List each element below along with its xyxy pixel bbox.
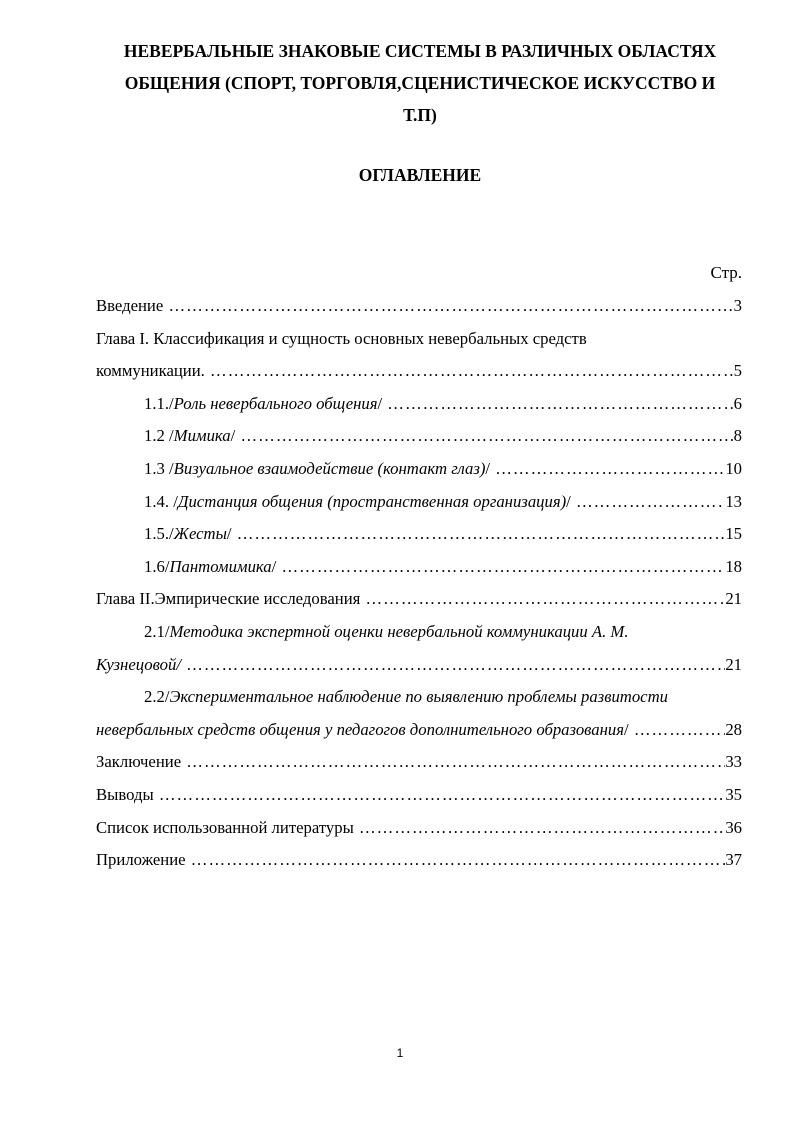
section-number: 1.1./ (144, 393, 174, 413)
toc-entry-text: Выводы (96, 784, 154, 804)
toc-entry-appendix (96, 844, 742, 877)
toc-entry-chapter-1-line-1 (96, 323, 742, 356)
leader-dots (629, 714, 726, 747)
section-number: 1.5./ (144, 524, 174, 544)
leader-dots (360, 583, 725, 616)
section-title: невербальных средств общения у педагогов дополнительного образования (96, 719, 625, 739)
section-number: 1.4. / (144, 491, 178, 511)
leader-dots (186, 844, 726, 877)
toc-entry-text: Заключение (96, 752, 182, 772)
toc-entry-page: 13 (725, 491, 742, 511)
toc-entry-references (96, 812, 742, 845)
table-of-contents (96, 290, 742, 877)
toc-entry-conclusion (96, 746, 742, 779)
toc-entry-chapter-2 (96, 583, 742, 616)
toc-entry-text: Глава II.Эмпирические исследования (96, 589, 361, 609)
toc-entry-section-1-2 (96, 420, 742, 453)
section-suffix: / (566, 491, 571, 511)
leader-dots (154, 779, 726, 812)
section-title: Визуальное взаимодействие (контакт глаз) (173, 458, 486, 478)
section-number: 1.6/ (144, 556, 170, 576)
document-title (70, 35, 770, 131)
leader-dots (181, 649, 725, 682)
toc-entry-page: 15 (725, 524, 742, 544)
section-suffix: / (377, 393, 383, 413)
leader-dots (571, 486, 726, 519)
section-title: Мимика (173, 426, 231, 446)
title-line-3: Т.П) (403, 105, 437, 125)
leader-dots (232, 518, 726, 551)
page-number: 1 (396, 1046, 404, 1060)
section-suffix: / (624, 719, 629, 739)
toc-entry-text: Введение (96, 296, 164, 315)
section-title: Методика экспертной оценки невербальной коммуникации А. М. (169, 621, 629, 641)
section-number: 1.2 / (144, 426, 174, 446)
toc-entry-page: 3 (733, 296, 742, 315)
toc-entry-section-2-2-line-2 (96, 714, 742, 747)
title-line-2: ОБЩЕНИЯ (СПОРТ, ТОРГОВЛЯ,СЦЕНИСТИЧЕСКОЕ ИСКУССТВО И (124, 73, 716, 93)
toc-entry-chapter-1-line-2 (96, 355, 742, 388)
toc-entry-section-2-1-line-2 (96, 649, 742, 682)
section-suffix: / (176, 654, 181, 674)
section-number: 1.3 / (144, 458, 174, 478)
toc-entry-section-2-1-line-1 (96, 616, 742, 649)
toc-entry-page: 28 (725, 719, 742, 739)
toc-entry-section-1-5 (96, 518, 742, 551)
toc-entry-page: 18 (725, 556, 742, 576)
section-title: Экспериментальное наблюдение по выявлению проблемы развитости (169, 687, 668, 707)
section-title: Жесты (173, 524, 227, 544)
toc-entry-page: 35 (725, 784, 742, 804)
section-number: 2.1/ (144, 621, 170, 641)
section-suffix: / (485, 458, 491, 478)
toc-entry-text: Глава I. Классификация и сущность основных невербальных средств (96, 328, 587, 348)
section-title: Роль невербального общения (173, 393, 378, 413)
toc-entry-text: Список использованной литературы (96, 817, 354, 837)
toc-entry-page: 10 (725, 458, 742, 478)
toc-entry-page: 36 (725, 817, 742, 837)
leader-dots (382, 388, 734, 421)
toc-entry-section-1-4 (96, 486, 742, 519)
section-title: Дистанция общения (пространственная организация) (177, 491, 567, 511)
leader-dots (181, 746, 725, 779)
toc-entry-page: 21 (725, 654, 742, 674)
leader-dots (354, 812, 726, 845)
toc-entry-page: 6 (733, 393, 742, 413)
toc-entry-page: 37 (725, 850, 742, 870)
toc-heading: ОГЛАВЛЕНИЕ (358, 165, 482, 185)
section-title: Пантомимика (169, 556, 272, 576)
section-number: 2.2/ (144, 687, 170, 707)
leader-dots (490, 453, 725, 486)
toc-entry-intro (96, 290, 742, 323)
toc-entry-section-2-2-line-1 (96, 681, 742, 714)
leader-dots (163, 290, 733, 323)
title-line-1: НЕВЕРБАЛЬНЫЕ ЗНАКОВЫЕ СИСТЕМЫ В РАЗЛИЧНЫХ ОБЛАСТЯХ (123, 41, 717, 61)
toc-entry-text: коммуникации. (96, 361, 205, 381)
toc-entry-page: 33 (725, 752, 742, 772)
section-title: Кузнецовой (96, 654, 177, 674)
leader-dots (205, 355, 734, 388)
toc-entry-section-1-1 (96, 388, 742, 421)
leader-dots (235, 420, 733, 453)
page-column-label: Стр. (710, 263, 742, 282)
leader-dots (276, 551, 725, 584)
section-suffix: / (271, 556, 277, 576)
toc-entry-section-1-6 (96, 551, 742, 584)
toc-entry-page: 21 (725, 589, 742, 609)
toc-entry-page: 5 (733, 361, 742, 381)
section-suffix: / (230, 426, 236, 446)
toc-entry-text: Приложение (96, 850, 186, 870)
toc-entry-page: 8 (733, 426, 742, 446)
toc-entry-section-1-3 (96, 453, 742, 486)
toc-entry-findings (96, 779, 742, 812)
section-suffix: / (226, 524, 232, 544)
